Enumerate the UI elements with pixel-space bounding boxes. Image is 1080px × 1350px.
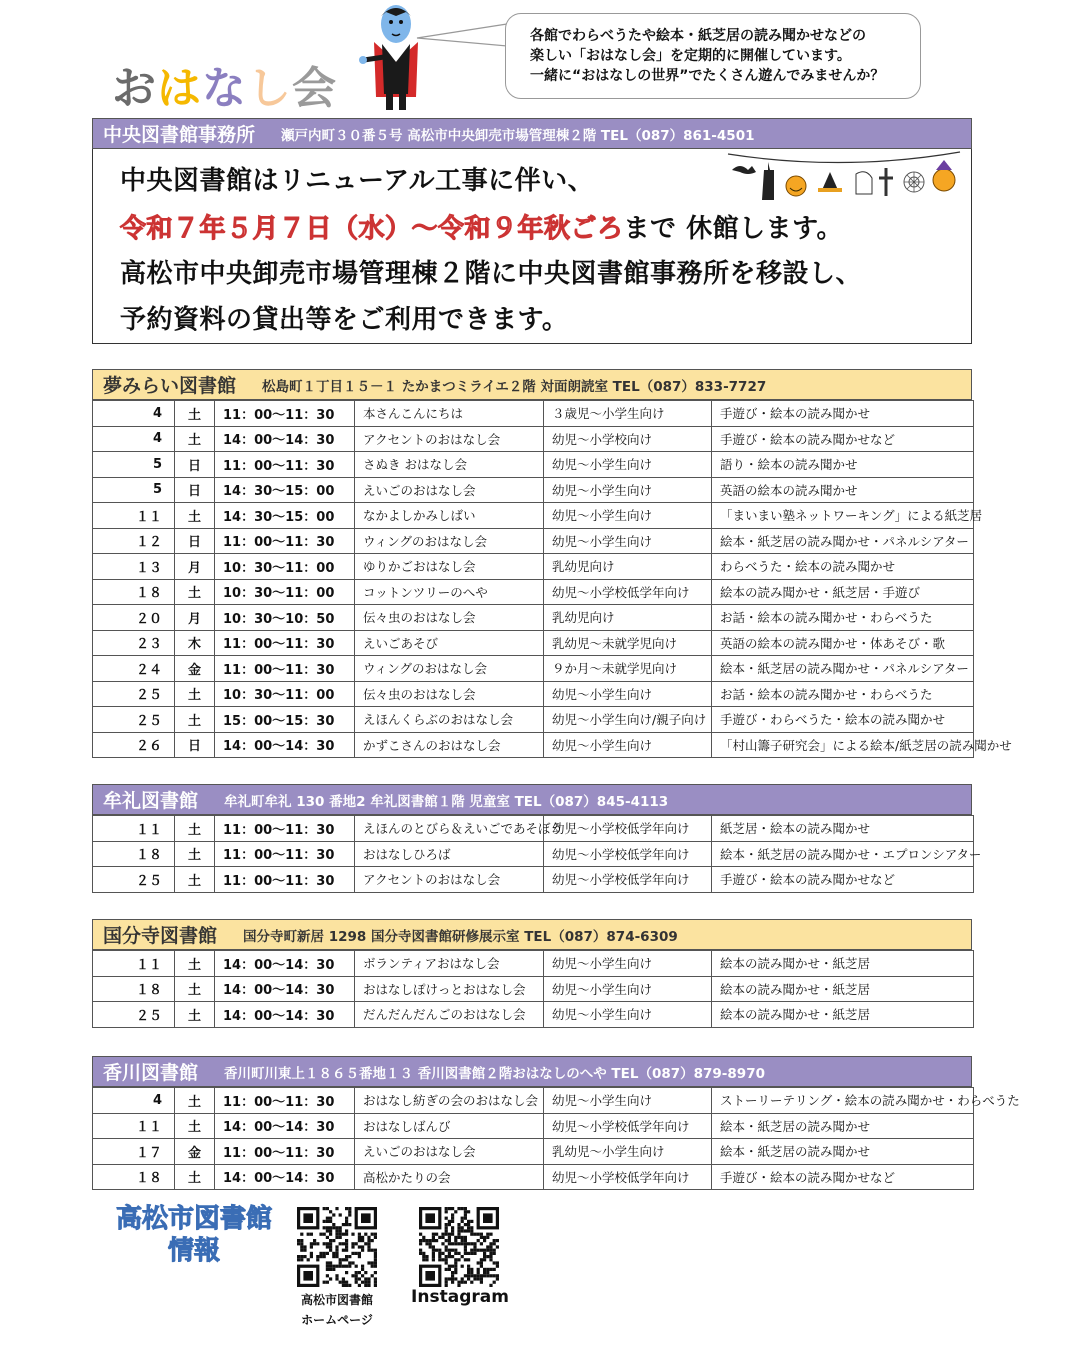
- section-header-kokubunji: [92, 919, 972, 950]
- event-day: ２４: [93, 656, 175, 682]
- event-target: 乳幼児向け: [544, 605, 712, 631]
- library-name: 中央図書館事務所: [103, 124, 256, 146]
- event-time: 11：00～11：30: [215, 528, 355, 554]
- library-name: 国分寺図書館: [103, 925, 218, 947]
- event-weekday: 土: [175, 841, 215, 867]
- intro-line: 一緒に“おはなしの世界”でたくさん遊んでみませんか？: [530, 68, 885, 84]
- event-content: 絵本・紙芝居の読み聞かせ・パネルシアター: [712, 528, 974, 554]
- table-row: [93, 976, 974, 1002]
- intro-text: [530, 26, 884, 86]
- event-content: 「まいまい塾ネットワーキング」による紙芝居: [712, 503, 974, 529]
- event-weekday: 日: [175, 452, 215, 478]
- event-time: 14：00～14：30: [215, 976, 355, 1002]
- table-row: [93, 1139, 974, 1165]
- event-time: 10：30～10：50: [215, 605, 355, 631]
- event-day: １１: [93, 1113, 175, 1139]
- event-weekday: 土: [175, 951, 215, 977]
- schedule-table-yumemirai: [92, 400, 1012, 758]
- table-row: [93, 554, 974, 580]
- notice-line-2-rest: まで 休館します。: [623, 214, 843, 244]
- event-day: １８: [93, 976, 175, 1002]
- library-name: 香川図書館: [103, 1062, 199, 1084]
- event-content: 英語の絵本の読み聞かせ: [712, 477, 974, 503]
- title-char: お: [112, 63, 157, 114]
- event-title: 高松かたりの会: [355, 1164, 544, 1190]
- table-row: [93, 732, 974, 758]
- event-target: 幼児～小学生向け: [544, 503, 712, 529]
- closure-period: 令和７年５月７日（水）～令和９年秋ごろ: [120, 214, 624, 244]
- qr-homepage-label-line: 高松市図書館: [300, 1293, 373, 1307]
- event-time: 15：00～15：30: [215, 707, 355, 733]
- event-target: 幼児～小学生向け: [544, 1002, 712, 1028]
- event-day: 4: [93, 401, 175, 427]
- event-time: 14：00～14：30: [215, 732, 355, 758]
- table-row: [93, 477, 974, 503]
- library-address: 牟礼町牟礼 130 番地2 牟礼図書館１階 児童室 TEL（087）845-4113: [224, 793, 669, 810]
- event-title: えいごのおはなし会: [355, 477, 544, 503]
- event-time: 14：00～14：30: [215, 1002, 355, 1028]
- event-day: 4: [93, 1088, 175, 1114]
- event-day: ２３: [93, 630, 175, 656]
- event-day: ２０: [93, 605, 175, 631]
- event-title: さぬき おはなし会: [355, 452, 544, 478]
- event-weekday: 土: [175, 681, 215, 707]
- event-time: 10：30～11：00: [215, 554, 355, 580]
- event-time: 14：00～14：30: [215, 1164, 355, 1190]
- speech-bubble-tail-icon: [415, 20, 515, 60]
- event-title: かずこさんのおはなし会: [355, 732, 544, 758]
- event-day: ２５: [93, 681, 175, 707]
- event-content: 絵本・紙芝居の読み聞かせ: [712, 1139, 974, 1165]
- event-target: 乳幼児～小学生向け: [544, 1139, 712, 1165]
- event-title: えほんのとびら＆えいごであそぼう: [355, 816, 544, 842]
- event-day: 5: [93, 452, 175, 478]
- schedule-table-mure: [92, 815, 982, 893]
- event-day: １２: [93, 528, 175, 554]
- event-weekday: 月: [175, 554, 215, 580]
- table-row: [93, 579, 974, 605]
- table-row: [93, 951, 974, 977]
- event-content: 絵本の読み聞かせ・紙芝居: [712, 1002, 974, 1028]
- event-weekday: 金: [175, 656, 215, 682]
- library-info-line: 情報: [168, 1236, 221, 1266]
- event-title: アクセントのおはなし会: [355, 867, 544, 893]
- event-day: ２５: [93, 867, 175, 893]
- event-target: 幼児～小学生向け: [544, 452, 712, 478]
- qr-homepage-label-line: ホームページ: [301, 1313, 373, 1327]
- event-content: 手遊び・絵本の読み聞かせ: [712, 401, 974, 427]
- event-weekday: 月: [175, 605, 215, 631]
- notice-line-1: 中央図書館はリニューアル工事に伴い、: [120, 166, 595, 196]
- section-header-mure: [92, 784, 972, 815]
- event-weekday: 土: [175, 867, 215, 893]
- event-title: コットンツリーのへや: [355, 579, 544, 605]
- library-name: 牟礼図書館: [103, 790, 199, 812]
- table-row: [93, 816, 974, 842]
- intro-line: 楽しい「おはなし会」を定期的に開催しています。: [530, 48, 851, 64]
- table-row: [93, 503, 974, 529]
- event-target: 乳幼児～未就学児向け: [544, 630, 712, 656]
- event-weekday: 土: [175, 579, 215, 605]
- qr-code-instagram-icon[interactable]: [419, 1207, 499, 1287]
- event-content: 絵本の読み聞かせ・紙芝居・手遊び: [712, 579, 974, 605]
- event-time: 14：00～14：30: [215, 426, 355, 452]
- event-target: 幼児～小学生向け: [544, 477, 712, 503]
- event-content: 絵本の読み聞かせ・紙芝居: [712, 951, 974, 977]
- event-target: ３歳児～小学生向け: [544, 401, 712, 427]
- event-weekday: 土: [175, 707, 215, 733]
- table-row: [93, 1002, 974, 1028]
- table-row: [93, 630, 974, 656]
- event-target: 幼児～小学校低学年向け: [544, 816, 712, 842]
- event-content: お話・絵本の読み聞かせ・わらべうた: [712, 605, 974, 631]
- table-row: [93, 605, 974, 631]
- event-content: 紙芝居・絵本の読み聞かせ: [712, 816, 974, 842]
- event-time: 11：00～11：30: [215, 1088, 355, 1114]
- event-weekday: 土: [175, 1164, 215, 1190]
- event-title: おはなし紡ぎの会のおはなし会: [355, 1088, 544, 1114]
- event-title: えいごあそび: [355, 630, 544, 656]
- event-weekday: 木: [175, 630, 215, 656]
- event-time: 11：00～11：30: [215, 452, 355, 478]
- event-title: おはなしばんび: [355, 1113, 544, 1139]
- event-target: ９か月～未就学児向け: [544, 656, 712, 682]
- event-day: ２６: [93, 732, 175, 758]
- event-title: ゆりかごおはなし会: [355, 554, 544, 580]
- event-weekday: 土: [175, 1113, 215, 1139]
- event-target: 幼児～小学校低学年向け: [544, 1164, 712, 1190]
- library-info-heading: [116, 1203, 272, 1267]
- event-time: 11：00～11：30: [215, 867, 355, 893]
- event-content: 絵本の読み聞かせ・紙芝居: [712, 976, 974, 1002]
- event-target: 幼児～小学生向け: [544, 681, 712, 707]
- event-content: 語り・絵本の読み聞かせ: [712, 452, 974, 478]
- notice-line-3: 高松市中央卸売市場管理棟２階に中央図書館事務所を移設し、: [120, 259, 863, 289]
- notice-line-2: [120, 208, 843, 245]
- event-day: １１: [93, 951, 175, 977]
- event-weekday: 土: [175, 1088, 215, 1114]
- event-weekday: 金: [175, 1139, 215, 1165]
- event-target: 幼児～小学生向け: [544, 528, 712, 554]
- event-time: 14：30～15：00: [215, 503, 355, 529]
- event-day: １８: [93, 579, 175, 605]
- event-target: 幼児～小学校低学年向け: [544, 841, 712, 867]
- event-time: 11：00～11：30: [215, 656, 355, 682]
- event-time: 11：00～11：30: [215, 1139, 355, 1165]
- event-target: 幼児～小学生向け: [544, 976, 712, 1002]
- library-name: 夢みらい図書館: [103, 375, 237, 397]
- event-target: 幼児～小学校低学年向け: [544, 867, 712, 893]
- event-day: １３: [93, 554, 175, 580]
- event-title: えいごのおはなし会: [355, 1139, 544, 1165]
- event-time: 11：00～11：30: [215, 816, 355, 842]
- notice-line-4: 予約資料の貸出等をご利用できます。: [120, 305, 569, 335]
- table-row: [93, 401, 974, 427]
- event-weekday: 土: [175, 426, 215, 452]
- event-content: 絵本・紙芝居の読み聞かせ・エプロンシアター: [712, 841, 974, 867]
- event-title: ウィングのおはなし会: [355, 528, 544, 554]
- table-row: [93, 656, 974, 682]
- event-content: わらべうた・絵本の読み聞かせ: [712, 554, 974, 580]
- event-day: １１: [93, 503, 175, 529]
- page-title: [112, 52, 337, 116]
- event-weekday: 日: [175, 528, 215, 554]
- event-title: なかよしかみしばい: [355, 503, 544, 529]
- event-target: 幼児～小学生向け: [544, 951, 712, 977]
- event-day: 4: [93, 426, 175, 452]
- event-time: 11：00～11：30: [215, 630, 355, 656]
- library-address: 国分寺町新居 1298 国分寺図書館研修展示室 TEL（087）874-6309: [243, 928, 678, 945]
- table-row: [93, 1164, 974, 1190]
- event-weekday: 土: [175, 503, 215, 529]
- event-title: ウィングのおはなし会: [355, 656, 544, 682]
- event-target: 幼児～小学生向け: [544, 732, 712, 758]
- event-title: アクセントのおはなし会: [355, 426, 544, 452]
- event-title: おはなしひろば: [355, 841, 544, 867]
- event-day: ２５: [93, 707, 175, 733]
- event-title: えほんくらぶのおはなし会: [355, 707, 544, 733]
- event-title: 伝々虫のおはなし会: [355, 605, 544, 631]
- table-row: [93, 841, 974, 867]
- event-title: おはなしぽけっとおはなし会: [355, 976, 544, 1002]
- halloween-garland-icon: [726, 150, 962, 208]
- qr-code-homepage-icon[interactable]: [297, 1207, 377, 1287]
- event-target: 幼児～小学校向け: [544, 426, 712, 452]
- event-title: 本さんこんにちは: [355, 401, 544, 427]
- library-info-line: 高松市図書館: [116, 1204, 273, 1234]
- event-weekday: 土: [175, 976, 215, 1002]
- table-row: [93, 528, 974, 554]
- event-target: 乳幼児向け: [544, 554, 712, 580]
- section-header-central: [92, 118, 972, 149]
- event-target: 幼児～小学生向け: [544, 1088, 712, 1114]
- event-time: 11：00～11：30: [215, 841, 355, 867]
- event-content: 絵本・紙芝居の読み聞かせ: [712, 1113, 974, 1139]
- library-address: 瀬戸内町３０番５号 高松市中央卸売市場管理棟２階 TEL（087）861-4501: [281, 127, 755, 144]
- event-content: 手遊び・絵本の読み聞かせなど: [712, 1164, 974, 1190]
- qr-homepage-label: [282, 1290, 392, 1330]
- event-day: 5: [93, 477, 175, 503]
- table-row: [93, 1113, 974, 1139]
- event-title: 伝々虫のおはなし会: [355, 681, 544, 707]
- event-day: １８: [93, 1164, 175, 1190]
- table-row: [93, 681, 974, 707]
- event-content: ストーリーテリング・絵本の読み聞かせ・わらべうた: [712, 1088, 974, 1114]
- event-time: 10：30～11：00: [215, 579, 355, 605]
- event-time: 10：30～11：00: [215, 681, 355, 707]
- event-weekday: 日: [175, 732, 215, 758]
- event-content: 絵本・紙芝居の読み聞かせ・パネルシアター: [712, 656, 974, 682]
- intro-line: 各館でわらべうたや絵本・紙芝居の読み聞かせなどの: [530, 28, 866, 44]
- schedule-table-kagawa: [92, 1087, 1020, 1190]
- event-content: 英語の絵本の読み聞かせ・体あそび・歌: [712, 630, 974, 656]
- table-row: [93, 707, 974, 733]
- event-weekday: 日: [175, 477, 215, 503]
- section-header-kagawa: [92, 1056, 972, 1087]
- table-row: [93, 1088, 974, 1114]
- event-time: 14：00～14：30: [215, 951, 355, 977]
- event-content: 手遊び・絵本の読み聞かせなど: [712, 867, 974, 893]
- table-row: [93, 867, 974, 893]
- table-row: [93, 452, 974, 478]
- event-day: ２５: [93, 1002, 175, 1028]
- table-row: [93, 426, 974, 452]
- event-target: 幼児～小学生向け/親子向け: [544, 707, 712, 733]
- section-header-yumemirai: [92, 369, 972, 400]
- event-weekday: 土: [175, 816, 215, 842]
- event-title: だんだんだんごのおはなし会: [355, 1002, 544, 1028]
- event-day: １７: [93, 1139, 175, 1165]
- event-time: 14：30～15：00: [215, 477, 355, 503]
- event-day: １８: [93, 841, 175, 867]
- qr-instagram-label: Instagram: [411, 1287, 509, 1307]
- event-target: 幼児～小学校低学年向け: [544, 579, 712, 605]
- event-title: ボランティアおはなし会: [355, 951, 544, 977]
- library-address: 香川町川東上１８６５番地１３ 香川図書館２階おはなしのへや TEL（087）879-8970: [224, 1065, 765, 1082]
- event-content: 手遊び・わらべうた・絵本の読み聞かせ: [712, 707, 974, 733]
- title-char: な: [202, 63, 247, 114]
- title-char: し: [247, 63, 292, 114]
- event-content: お話・絵本の読み聞かせ・わらべうた: [712, 681, 974, 707]
- title-char: 会: [292, 63, 337, 114]
- event-time: 14：00～14：30: [215, 1113, 355, 1139]
- event-content: 手遊び・絵本の読み聞かせなど: [712, 426, 974, 452]
- event-content: 「村山籌子研究会」による絵本/紙芝居の読み聞かせ: [712, 732, 974, 758]
- title-char: は: [157, 63, 202, 114]
- schedule-table-kokubunji: [92, 950, 974, 1028]
- event-day: １１: [93, 816, 175, 842]
- event-weekday: 土: [175, 1002, 215, 1028]
- event-time: 11：00～11：30: [215, 401, 355, 427]
- event-weekday: 土: [175, 401, 215, 427]
- library-address: 松島町１丁目１５－１ たかまつミライエ２階 対面朗読室 TEL（087）833-7727: [262, 378, 767, 395]
- event-target: 幼児～小学校低学年向け: [544, 1113, 712, 1139]
